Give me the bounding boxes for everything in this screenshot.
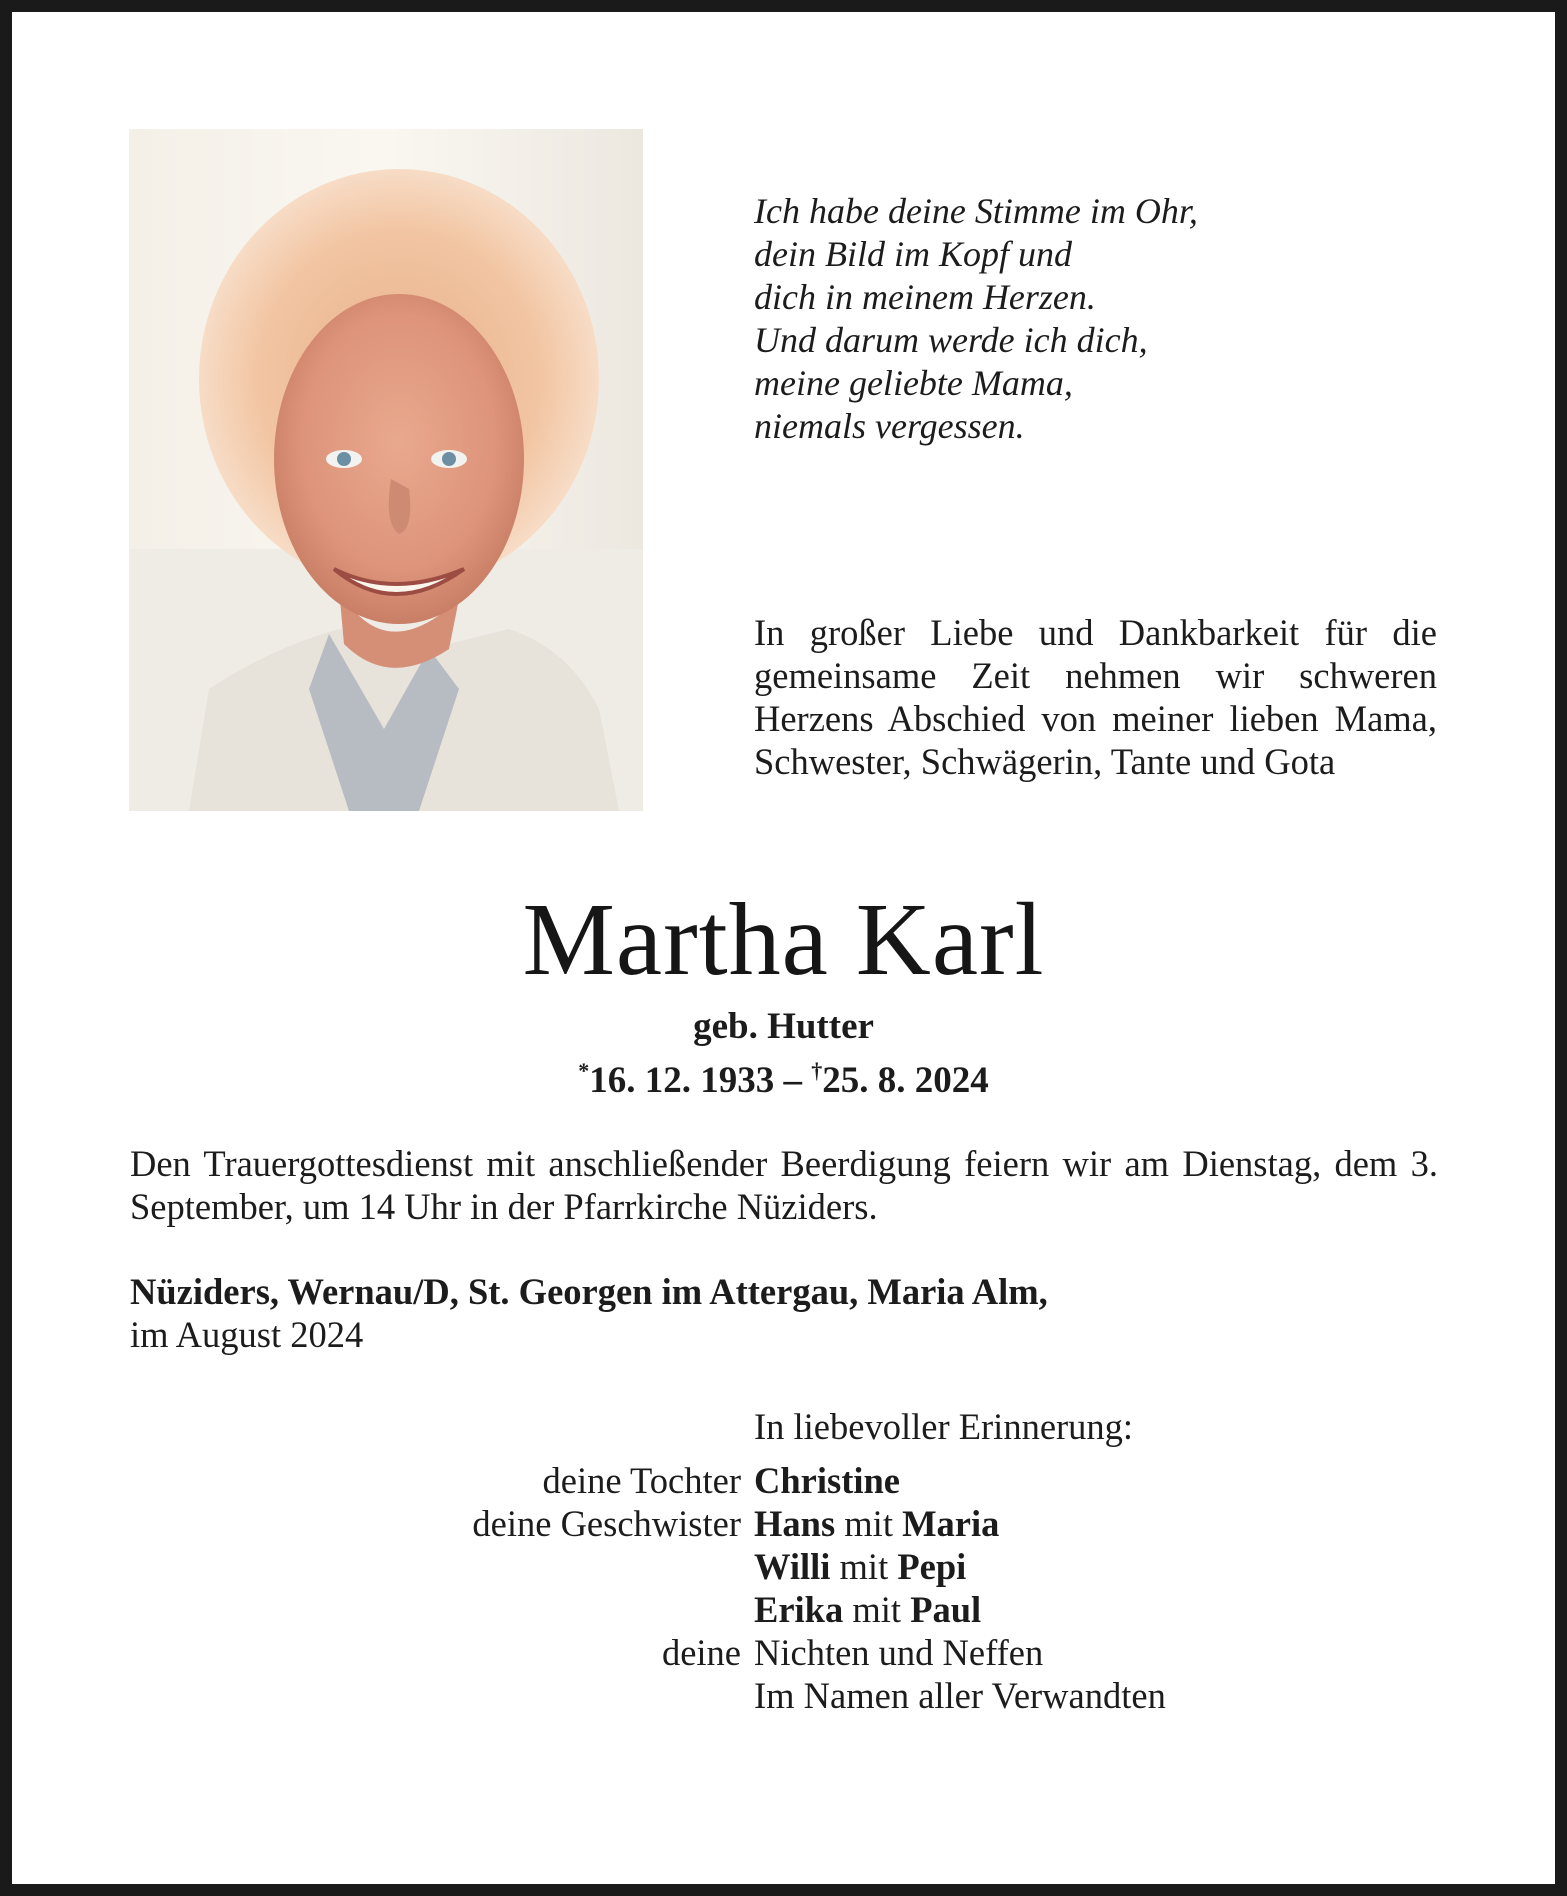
places-towns: Nüziders, Wernau/D, St. Georgen im Attergau, Maria Alm, xyxy=(130,1271,1048,1312)
mourner-connector: mit xyxy=(839,1546,889,1587)
mourner-name: Hans xyxy=(754,1503,836,1544)
poem-line: dein Bild im Kopf und xyxy=(754,234,1072,274)
mourner-relation: deine xyxy=(661,1632,741,1673)
birth-name: geb. Hutter xyxy=(693,1006,874,1047)
mourner-names xyxy=(754,1459,900,1502)
deceased-name: Martha Karl xyxy=(522,882,1045,997)
mourner-connector: mit xyxy=(844,1503,893,1544)
mourner-row xyxy=(0,1502,1567,1545)
mourner-row xyxy=(0,1459,1567,1502)
mourner-name: Erika xyxy=(754,1589,844,1630)
poem-line: meine geliebte Mama, xyxy=(754,363,1073,403)
poem-line: niemals vergessen. xyxy=(754,406,1025,446)
mourner-row xyxy=(0,1588,1567,1631)
portrait-photo xyxy=(129,129,643,811)
death-date: 25. 8. 2024 xyxy=(822,1060,989,1101)
mourner-name: Pepi xyxy=(897,1546,967,1587)
date-dash: – xyxy=(774,1060,812,1101)
service-text: Den Trauergottesdienst mit anschließender Beerdigung feiern wir am Dienstag, dem 3. September, um 14 Uhr in der Pfarrkirche Nüziders. xyxy=(130,1143,1438,1227)
mourner-row xyxy=(0,1631,1567,1674)
mourner-connector: mit xyxy=(852,1589,902,1630)
mourner-relation: deine Geschwister xyxy=(472,1503,741,1544)
mourner-name: Christine xyxy=(754,1460,900,1501)
birth-symbol: * xyxy=(578,1058,590,1083)
mourner-names: Nichten und Neffen xyxy=(754,1632,1044,1673)
poem-line: Ich habe deine Stimme im Ohr, xyxy=(754,191,1198,231)
mourner-names: Im Namen aller Verwandten xyxy=(754,1675,1166,1716)
mourner-row xyxy=(0,1545,1567,1588)
memory-heading: In liebevoller Erinnerung: xyxy=(754,1406,1134,1447)
birth-date: 16. 12. 1933 xyxy=(589,1060,775,1101)
mourner-name: Paul xyxy=(910,1589,982,1630)
poem-line: dich in meinem Herzen. xyxy=(754,277,1096,317)
mourner-relation: deine Tochter xyxy=(542,1460,741,1501)
places-date: im August 2024 xyxy=(130,1314,364,1355)
poem xyxy=(754,190,1454,448)
death-symbol: † xyxy=(811,1058,823,1083)
mourner-row xyxy=(0,1674,1567,1717)
intro-text: In großer Liebe und Dankbarkeit für die gemeinsame Zeit nehmen wir schweren Herzens Abschied von meiner lieben Mama, Schwester, Schwägerin, Tante und Gota xyxy=(754,612,1437,782)
mourner-names xyxy=(754,1588,981,1631)
mourner-names xyxy=(754,1502,999,1545)
mourner-names xyxy=(754,1545,966,1588)
mourners-list xyxy=(0,1459,1567,1717)
places-block xyxy=(130,1270,1438,1356)
mourner-name: Willi xyxy=(754,1546,831,1587)
portrait-image xyxy=(129,129,643,811)
poem-line: Und darum werde ich dich, xyxy=(754,320,1148,360)
mourner-name: Maria xyxy=(902,1503,1000,1544)
life-dates xyxy=(0,1049,1567,1103)
